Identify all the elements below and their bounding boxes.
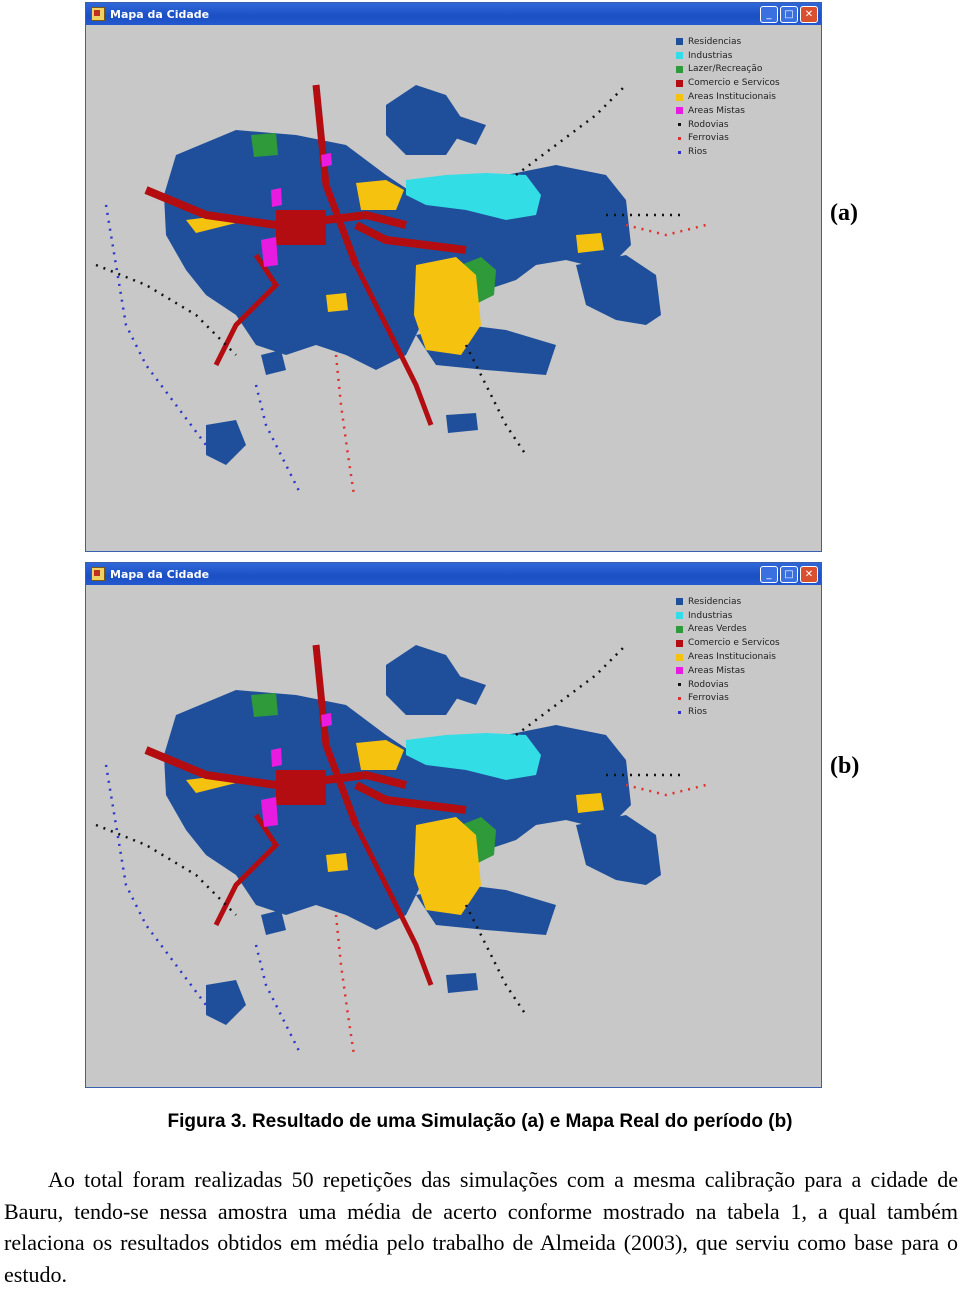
legend-item	[676, 636, 780, 650]
legend-swatch	[676, 640, 683, 647]
panel-label-b: (b)	[830, 753, 860, 779]
mixed-area	[271, 748, 282, 767]
mixed-area	[271, 188, 282, 207]
legend-swatch	[676, 107, 683, 114]
legend-item	[676, 49, 780, 63]
legend-item	[676, 35, 780, 49]
legend-item	[676, 705, 780, 719]
window-title: Mapa da Cidade	[110, 567, 210, 581]
maximize-button[interactable]: □	[780, 6, 798, 23]
legend-label: Residencias	[688, 36, 742, 47]
green-area	[251, 133, 278, 157]
institutional-area	[326, 293, 348, 312]
legend-swatch	[676, 695, 683, 702]
app-icon	[91, 567, 105, 581]
legend-swatch	[676, 66, 683, 73]
map-legend	[676, 595, 780, 719]
legend-item	[676, 609, 780, 623]
legend-label: Comercio e Servicos	[688, 78, 780, 89]
city-map	[86, 25, 821, 551]
legend-label: Rodovias	[688, 679, 729, 690]
app-icon	[91, 7, 105, 21]
legend-label: Areas Verdes	[688, 624, 747, 635]
mixed-area	[261, 797, 278, 827]
residential-area	[576, 255, 661, 325]
residential-area	[576, 815, 661, 885]
legend-label: Areas Mistas	[688, 105, 745, 116]
green-area	[251, 693, 278, 717]
legend-item	[676, 104, 780, 118]
legend-item	[676, 650, 780, 664]
legend-label: Areas Institucionais	[688, 92, 776, 103]
close-button[interactable]: ✕	[800, 566, 818, 583]
legend-swatch	[676, 149, 683, 156]
institutional-area	[576, 233, 604, 253]
legend-label: Rios	[688, 707, 707, 718]
legend-swatch	[676, 667, 683, 674]
mixed-area	[321, 713, 332, 727]
legend-swatch	[676, 135, 683, 142]
legend-item	[676, 90, 780, 104]
legend-label: Industrias	[688, 610, 733, 621]
legend-item	[676, 692, 780, 706]
map-window-b	[85, 562, 822, 1088]
residential-area	[206, 420, 246, 465]
legend-label: Areas Institucionais	[688, 652, 776, 663]
legend-swatch	[676, 654, 683, 661]
legend-label: Lazer/Recreação	[688, 64, 763, 75]
title-bar	[86, 3, 821, 25]
commercial-block	[276, 210, 326, 245]
legend-item	[676, 118, 780, 132]
legend-swatch	[676, 80, 683, 87]
land-use-layer	[96, 85, 706, 495]
legend-swatch	[676, 52, 683, 59]
map-legend	[676, 35, 780, 159]
legend-label: Rodovias	[688, 119, 729, 130]
mixed-area	[321, 153, 332, 167]
minimize-button[interactable]: _	[760, 566, 778, 583]
legend-label: Residencias	[688, 596, 742, 607]
institutional-area	[576, 793, 604, 813]
railway-line	[626, 225, 706, 235]
legend-label: Industrias	[688, 50, 733, 61]
river-line	[256, 945, 301, 1055]
legend-swatch	[676, 681, 683, 688]
legend-item	[676, 678, 780, 692]
institutional-area	[326, 853, 348, 872]
legend-item	[676, 664, 780, 678]
city-map	[86, 585, 821, 1087]
body-paragraph: Ao total foram realizadas 50 repetições das simulações com a mesma calibração para a cidade de Bauru, tendo-se nessa amostra uma média de acerto conforme mostrado na tabela 1, a qual também relaciona os resultados obtidos em média pelo trabalho de Almeida (2003), que serviu como base para o estudo.	[4, 1167, 958, 1287]
legend-label: Ferrovias	[688, 693, 729, 704]
railway-line	[626, 785, 706, 795]
residential-area	[446, 973, 478, 993]
legend-item	[676, 132, 780, 146]
title-bar	[86, 563, 821, 585]
river-line	[256, 385, 301, 495]
highway-line	[516, 645, 626, 735]
legend-item	[676, 76, 780, 90]
legend-swatch	[676, 38, 683, 45]
commercial-block	[276, 770, 326, 805]
maximize-button[interactable]: □	[780, 566, 798, 583]
railway-line	[336, 915, 354, 1055]
map-window-a	[85, 2, 822, 552]
legend-swatch	[676, 94, 683, 101]
figure-caption: Figura 3. Resultado de uma Simulação (a) e Mapa Real do período (b)	[167, 1111, 793, 1132]
close-button[interactable]: ✕	[800, 6, 818, 23]
legend-swatch	[676, 626, 683, 633]
legend-swatch	[676, 121, 683, 128]
legend-swatch	[676, 612, 683, 619]
legend-label: Comercio e Servicos	[688, 638, 780, 649]
legend-label: Rios	[688, 147, 707, 158]
highway-line	[516, 85, 626, 175]
residential-area	[446, 413, 478, 433]
window-title: Mapa da Cidade	[110, 7, 210, 21]
legend-swatch	[676, 598, 683, 605]
land-use-layer	[96, 645, 706, 1055]
legend-label: Areas Mistas	[688, 665, 745, 676]
legend-item	[676, 595, 780, 609]
legend-label: Ferrovias	[688, 133, 729, 144]
residential-area	[206, 980, 246, 1025]
legend-swatch	[676, 709, 683, 716]
legend-item	[676, 145, 780, 159]
legend-item	[676, 63, 780, 77]
minimize-button[interactable]: _	[760, 6, 778, 23]
panel-label-a: (a)	[830, 200, 858, 226]
legend-item	[676, 623, 780, 637]
mixed-area	[261, 237, 278, 267]
railway-line	[336, 355, 354, 495]
